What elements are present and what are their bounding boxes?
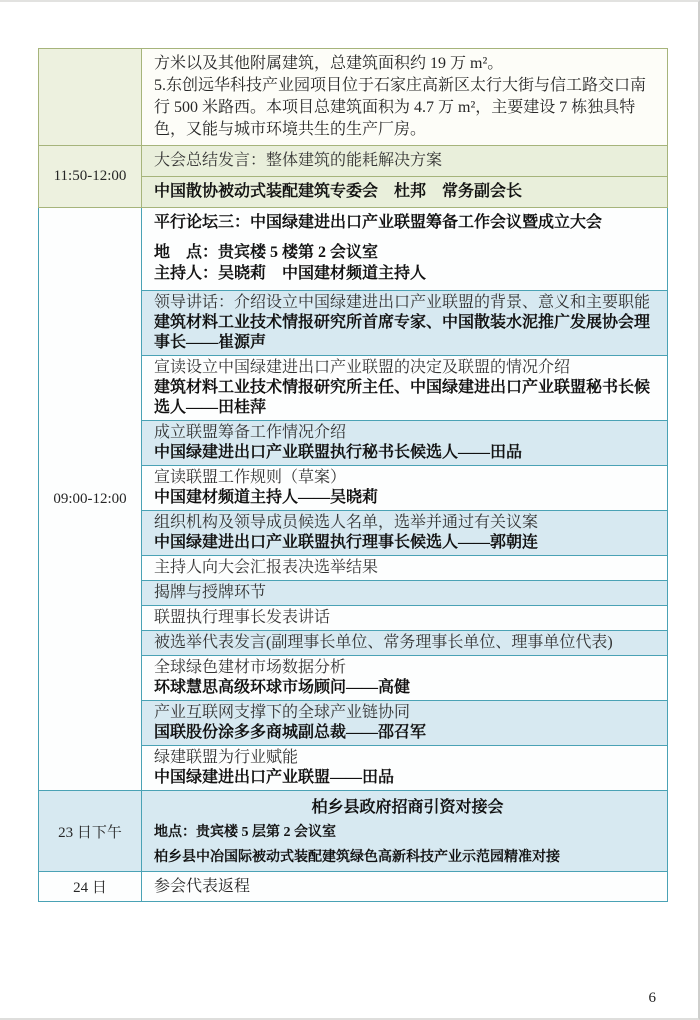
time-cell: 09:00-12:00 (39, 208, 142, 790)
summary-topic (142, 146, 667, 176)
topic-text: 领导讲话：介绍设立中国绿建进出口产业联盟的背景、意义和主要职能 (154, 294, 651, 311)
speaker-text: 建筑材料工业技术情报研究所主任、中国绿建进出口产业联盟秘书长候选人——田桂萍 (154, 379, 651, 416)
agenda-item (142, 745, 667, 790)
topic-text: 宣读设立中国绿建进出口产业联盟的决定及联盟的情况介绍 (154, 359, 571, 376)
topic-text: 产业互联网支撑下的全球产业链协同 (154, 704, 411, 721)
matchmaking-title: 柏乡县政府招商引资对接会 (311, 799, 504, 816)
row-continued (38, 48, 668, 146)
time-cell: 24 日 (39, 872, 142, 901)
forum-header (142, 208, 667, 290)
speaker-text: 中国绿建进出口产业联盟执行理事长候选人——郭朝连 (154, 534, 539, 551)
schedule-table (38, 48, 668, 902)
summary-content (142, 146, 667, 207)
topic-text: 成立联盟筹备工作情况介绍 (154, 424, 347, 441)
matchmaking-detail: 柏乡县中冶国际被动式装配建筑绿色高新科技产业示范园精准对接 (154, 850, 560, 865)
speaker-text: 中国绿建进出口产业联盟执行秘书长候选人——田品 (154, 444, 523, 461)
forum-title: 平行论坛三：中国绿建进出口产业联盟筹备工作会议暨成立大会 (154, 214, 603, 231)
topic-text: 绿建联盟为行业赋能 (154, 749, 299, 766)
row-forum-session (38, 208, 668, 791)
speaker-text: 中国建材频道主持人——吴晓莉 (154, 489, 379, 506)
speaker-text: 建筑材料工业技术情报研究所首席专家、中国散装水泥推广发展协会理事长——崔源声 (154, 314, 651, 351)
agenda-item (142, 580, 667, 605)
agenda-item (142, 420, 667, 465)
speaker-text: 国联股份涂多多商城副总裁——邵召军 (154, 724, 427, 741)
agenda-item (142, 465, 667, 510)
speaker-text: 中国散协被动式装配建筑专委会 杜邦 常务副会长 (154, 183, 523, 200)
topic-text: 宣读联盟工作规则（草案） (154, 469, 347, 486)
continued-paragraph-2: 5.东创远华科技产业园项目位于石家庄高新区太行大街与信工路交口南行 500 米路西。本项目总建筑面积为 4.7 万 m²，主要建设 7 栋独具特色，又能与城市环境共生的生产厂房。 (154, 77, 647, 138)
agenda-item (142, 655, 667, 700)
return-content: 参会代表返程 (142, 872, 667, 901)
continued-text-cell (142, 49, 667, 145)
time-cell: 23 日下午 (39, 791, 142, 871)
matchmaking-content (142, 791, 667, 871)
topic-text: 主持人向大会汇报表决选举结果 (154, 559, 379, 576)
page-number: 6 (648, 990, 656, 1006)
agenda-item (142, 355, 667, 420)
topic-text: 大会总结发言：整体建筑的能耗解决方案 (154, 152, 443, 169)
topic-text: 揭牌与授牌环节 (154, 584, 267, 601)
topic-text: 组织机构及领导成员候选人名单，选举并通过有关议案 (154, 514, 539, 531)
row-summary (38, 146, 668, 208)
speaker-text: 中国绿建进出口产业联盟——田品 (154, 769, 395, 786)
topic-text: 全球绿色建材市场数据分析 (154, 659, 347, 676)
agenda-item (142, 700, 667, 745)
agenda-item (142, 510, 667, 555)
speaker-text: 环球慧思高级环球市场顾问——高健 (154, 679, 411, 696)
continued-paragraph-1: 方米以及其他附属建筑，总建筑面积约 19 万 m²。 (154, 55, 504, 72)
row-return (38, 872, 668, 902)
agenda-item (142, 290, 667, 355)
forum-location: 地 点：贵宾楼 5 楼第 2 会议室 (154, 244, 379, 261)
forum-host: 主持人：吴晓莉 中国建材频道主持人 (154, 265, 427, 282)
forum-content (142, 208, 667, 790)
topic-text: 被选举代表发言(副理事长单位、常务理事长单位、理事单位代表) (154, 634, 613, 651)
agenda-item (142, 630, 667, 655)
time-cell: 11:50-12:00 (39, 146, 142, 207)
time-cell-empty (39, 49, 142, 145)
row-matchmaking (38, 791, 668, 872)
agenda-item (142, 555, 667, 580)
summary-speaker (142, 176, 667, 207)
topic-text: 联盟执行理事长发表讲话 (154, 609, 331, 626)
matchmaking-location: 地点：贵宾楼 5 层第 2 会议室 (154, 825, 336, 840)
agenda-item (142, 605, 667, 630)
